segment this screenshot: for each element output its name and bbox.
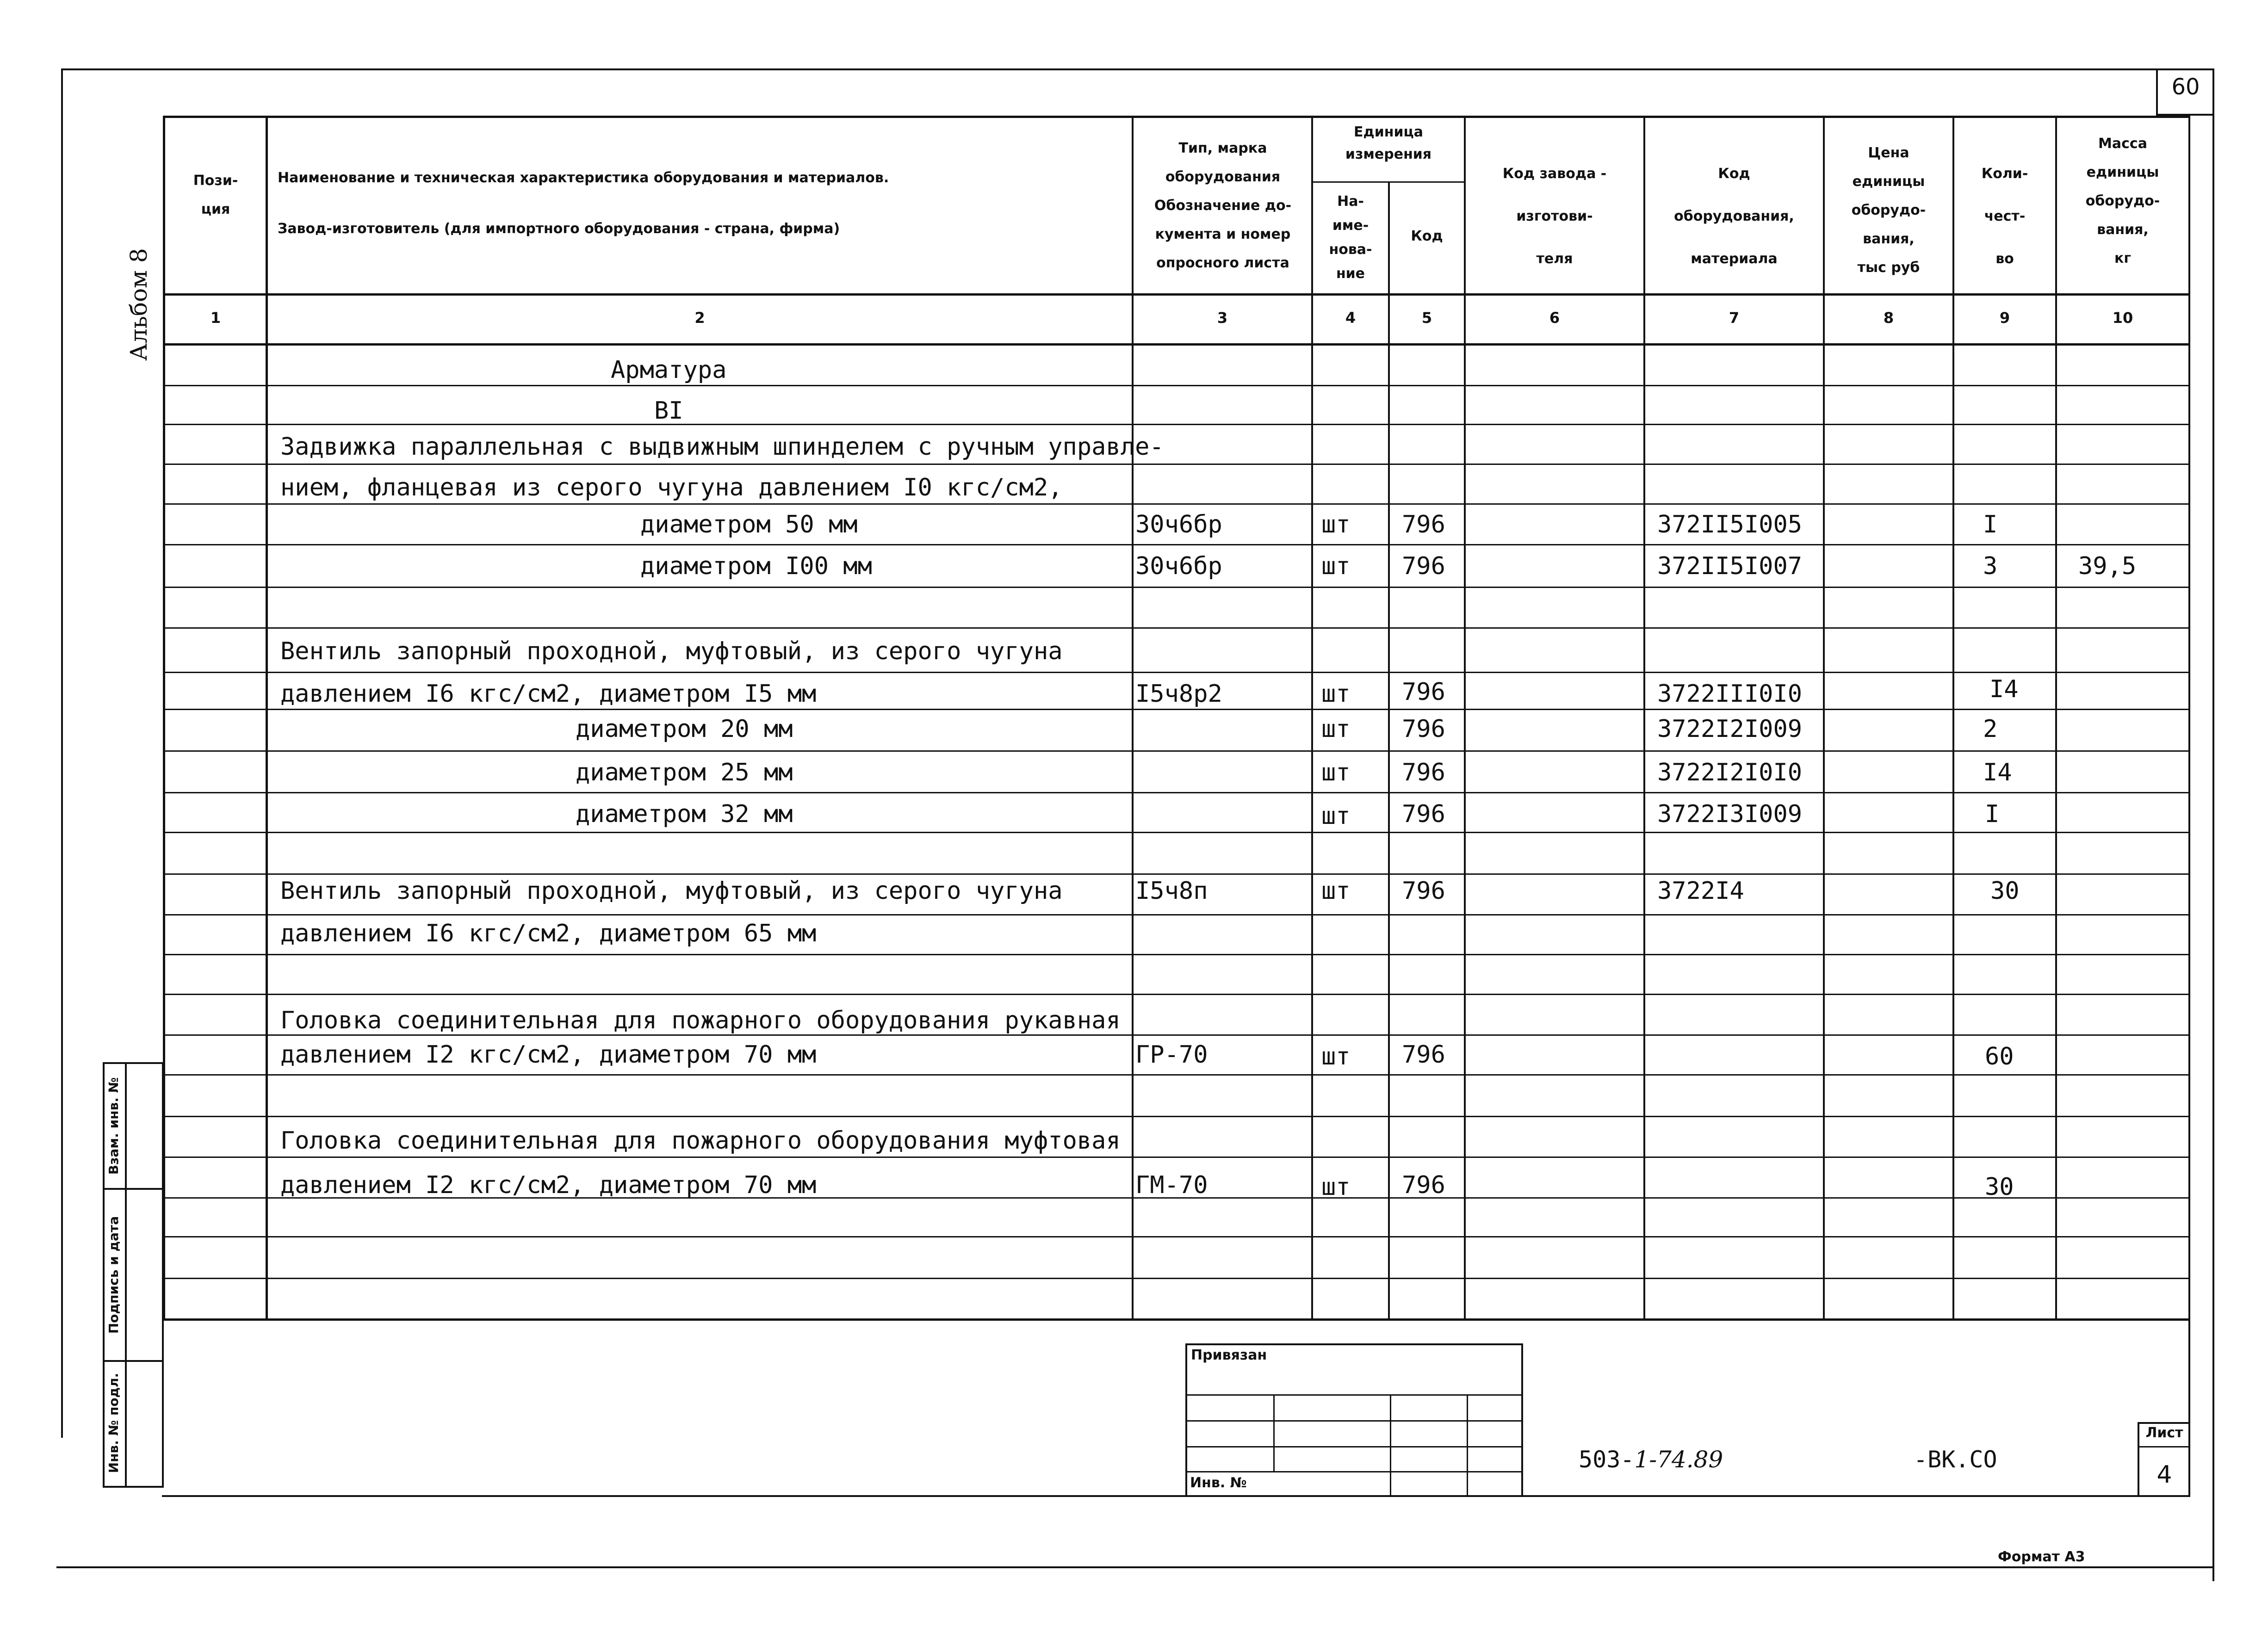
row-line — [163, 544, 2190, 545]
item-unit: шт — [1321, 1173, 1351, 1201]
list-number: 4 — [2156, 1461, 2172, 1489]
item-unit: шт — [1321, 802, 1351, 830]
item-qty: I4 — [1989, 675, 2019, 703]
item-type: I5ч8р2 — [1135, 680, 1222, 708]
numbers-bottom — [163, 343, 2190, 346]
col-line-5 — [1388, 181, 1390, 1321]
item-name: диаметром 32 мм — [576, 800, 793, 828]
item-qty: 3 — [1983, 552, 1998, 580]
album-label: Альбом 8 — [125, 248, 152, 361]
table-top — [163, 116, 2190, 118]
item-unit-code: 796 — [1402, 715, 1445, 743]
row-line — [163, 914, 2190, 915]
row-line — [163, 464, 2190, 465]
outer-frame-bottom — [56, 1566, 2214, 1568]
list-box-top — [2138, 1422, 2190, 1424]
col-number: 8 — [1883, 309, 1894, 327]
item-mass: 39,5 — [2078, 552, 2137, 580]
item-unit: шт — [1321, 552, 1351, 580]
col-header-unit-group: Единица измерения — [1345, 124, 1432, 162]
col-number: 7 — [1729, 309, 1740, 327]
item-name: давлением I2 кгс/см2, диаметром 70 мм — [280, 1171, 817, 1199]
sheet-box-left — [2156, 68, 2158, 115]
stamp-mid — [125, 1062, 127, 1488]
col-line-6 — [1464, 116, 1466, 1321]
col-header-factory-code: Код завода - изготови- теля — [1502, 166, 1607, 267]
item-type: ГМ-70 — [1135, 1171, 1208, 1199]
col-number: 4 — [1345, 309, 1356, 327]
item-qty: I4 — [1983, 759, 2012, 786]
item-name: давлением I6 кгс/см2, диаметром I5 мм — [280, 680, 817, 708]
col-header-unit-name: На- име- нова- ние — [1329, 193, 1372, 282]
stamp-inv-label: Инв. № подл. — [106, 1373, 121, 1473]
item-unit-code: 796 — [1402, 678, 1445, 706]
row-line — [163, 672, 2190, 673]
item-qty: 30 — [1985, 1173, 2014, 1201]
privyazan-left — [1185, 1343, 1187, 1496]
col-header-material-code: Код оборудования, материала — [1674, 166, 1794, 267]
privyazan-row — [1185, 1471, 1523, 1472]
item-code: 3722I2I009 — [1657, 715, 1803, 743]
privyazan-right — [1521, 1343, 1523, 1496]
privyazan-row — [1185, 1394, 1523, 1396]
col-header-mass: Масса единицы оборудо- вания, кг — [2085, 136, 2160, 266]
privyazan-row — [1185, 1420, 1523, 1422]
item-unit: шт — [1321, 680, 1351, 708]
row-line — [163, 1074, 2190, 1076]
doc-code-hand: 1-74.89 — [1634, 1446, 1723, 1473]
unit-group-divider — [1311, 181, 1464, 183]
privyazan-col — [1390, 1394, 1391, 1496]
privyazan-top — [1185, 1343, 1523, 1345]
col-header-quantity: Коли- чест- во — [1981, 166, 2028, 267]
col-header-type: Тип, марка оборудования Обозначение до- кумента и номер опросного листа — [1154, 140, 1292, 271]
col-number: 10 — [2112, 309, 2133, 327]
doc-code-left: 503- — [1579, 1446, 1635, 1473]
col-number: 3 — [1217, 309, 1228, 327]
row-line — [163, 954, 2190, 955]
col-line-11 — [2188, 116, 2190, 1321]
doc-code-suffix: -ВК.СО — [1914, 1446, 1997, 1473]
item-name: Головка соединительная для пожарного оборудования муфтовая — [280, 1127, 1121, 1155]
item-name: диаметром 50 мм — [640, 511, 858, 538]
privyazan-col — [1467, 1394, 1468, 1496]
stamp-vzam-label: Взам. инв. № — [106, 1077, 121, 1175]
header-bottom — [163, 293, 2190, 296]
stamp-right — [162, 1062, 164, 1488]
item-type: 30ч6бр — [1135, 552, 1222, 580]
item-name: Вентиль запорный проходной, муфтовый, из серого чугуна — [280, 637, 1063, 665]
col-line-8 — [1823, 116, 1825, 1321]
item-name: диаметром 25 мм — [576, 759, 793, 786]
col-header-price: Цена единицы оборудо- вания, тыс руб — [1851, 145, 1926, 276]
item-qty: I — [1983, 511, 1998, 538]
item-unit-code: 796 — [1402, 759, 1445, 786]
item-type: ГР-70 — [1135, 1041, 1208, 1069]
item-unit-code: 796 — [1402, 1171, 1445, 1199]
outer-frame-top — [61, 68, 2212, 70]
row-line — [163, 1034, 2190, 1036]
item-type: 30ч6бр — [1135, 511, 1222, 538]
item-qty: 30 — [1990, 877, 2020, 905]
col-line-3 — [1132, 116, 1134, 1321]
col-header-position: Пози- ция — [193, 173, 238, 217]
item-name: давлением I2 кгс/см2, диаметром 70 мм — [280, 1041, 817, 1069]
item-unit: шт — [1321, 759, 1351, 786]
col-line-10 — [2055, 116, 2057, 1321]
item-code: 372II5I007 — [1657, 552, 1803, 580]
row-line — [163, 424, 2190, 425]
row-line — [163, 750, 2190, 752]
item-unit: шт — [1321, 877, 1351, 905]
item-name: диаметром 20 мм — [576, 715, 793, 743]
section-title: Арматура — [611, 356, 727, 384]
item-unit-code: 796 — [1402, 1041, 1445, 1069]
item-code: 3722I3I009 — [1657, 800, 1803, 828]
list-label: Лист — [2145, 1425, 2183, 1441]
item-name: нием, фланцевая из серого чугуна давлением I0 кгс/см2, — [280, 474, 1063, 501]
row-line — [163, 503, 2190, 505]
outer-frame-right — [2212, 68, 2214, 1581]
row-line — [163, 1157, 2190, 1158]
inv-no-label: Инв. № — [1190, 1475, 1247, 1491]
col-number: 9 — [1999, 309, 2010, 327]
row-line — [163, 994, 2190, 995]
item-code: 3722I2I0I0 — [1657, 759, 1803, 786]
item-code: 3722I4 — [1657, 877, 1744, 905]
row-line — [163, 792, 2190, 793]
list-box-mid — [2138, 1446, 2190, 1447]
system-label: BI — [654, 397, 683, 425]
col-line-9 — [1952, 116, 1954, 1321]
item-name: Вентиль запорный проходной, муфтовый, из серого чугуна — [280, 877, 1063, 905]
col-line-4 — [1311, 116, 1313, 1321]
item-unit-code: 796 — [1402, 800, 1445, 828]
doc-code — [1579, 1446, 1723, 1473]
row-line — [163, 873, 2190, 875]
col-line-2 — [266, 116, 268, 1321]
outer-frame-left — [61, 68, 63, 1438]
privyazan-col — [1273, 1394, 1275, 1472]
col-number: 5 — [1421, 309, 1432, 327]
col-header-unit-code: Код — [1411, 228, 1443, 244]
stamp-div — [103, 1188, 163, 1190]
row-line — [163, 385, 2190, 386]
col-number: 6 — [1549, 309, 1560, 327]
col-number: 1 — [210, 309, 221, 327]
item-type: I5ч8п — [1135, 877, 1208, 905]
row-line — [163, 587, 2190, 588]
title-block-top — [162, 1318, 2190, 1320]
col-line-7 — [1643, 116, 1645, 1321]
item-unit-code: 796 — [1402, 511, 1445, 538]
title-block-bottom — [162, 1495, 2190, 1497]
item-unit-code: 796 — [1402, 877, 1445, 905]
row-line — [163, 832, 2190, 833]
list-box-left — [2138, 1422, 2139, 1496]
item-qty: 60 — [1985, 1043, 2014, 1070]
item-qty: I — [1985, 800, 2000, 828]
format-label: Формат А3 — [1998, 1549, 2085, 1565]
item-unit: шт — [1321, 715, 1351, 743]
item-name: Задвижка параллельная с выдвижным шпинделем с ручным управле- — [280, 433, 1164, 461]
title-block-right — [2188, 1318, 2190, 1497]
item-name: давлением I6 кгс/см2, диаметром 65 мм — [280, 920, 817, 947]
row-line — [163, 1236, 2190, 1237]
item-code: 3722III0I0 — [1657, 680, 1803, 708]
privyazan-row — [1185, 1446, 1523, 1447]
item-qty: 2 — [1983, 715, 1998, 743]
item-code: 372II5I005 — [1657, 511, 1803, 538]
stamp-top — [103, 1062, 163, 1064]
row-line — [163, 627, 2190, 629]
item-name: Головка соединительная для пожарного оборудования рукавная — [280, 1007, 1121, 1034]
stamp-signature-label: Подпись и дата — [106, 1216, 121, 1334]
row-line — [163, 1116, 2190, 1117]
col-number: 2 — [694, 309, 705, 327]
privyazan-label: Привязан — [1191, 1347, 1267, 1363]
row-line — [163, 1278, 2190, 1279]
item-unit: шт — [1321, 1043, 1351, 1070]
sheet-number: 60 — [2171, 74, 2200, 100]
row-line — [163, 709, 2190, 710]
col-header-name: Наименование и техническая характеристика оборудования и материалов. Завод-изготовитель (для импортного оборудования - страна, фирма) — [278, 170, 889, 237]
item-unit-code: 796 — [1402, 552, 1445, 580]
item-unit: шт — [1321, 511, 1351, 538]
item-name: диаметром I00 мм — [640, 552, 872, 580]
